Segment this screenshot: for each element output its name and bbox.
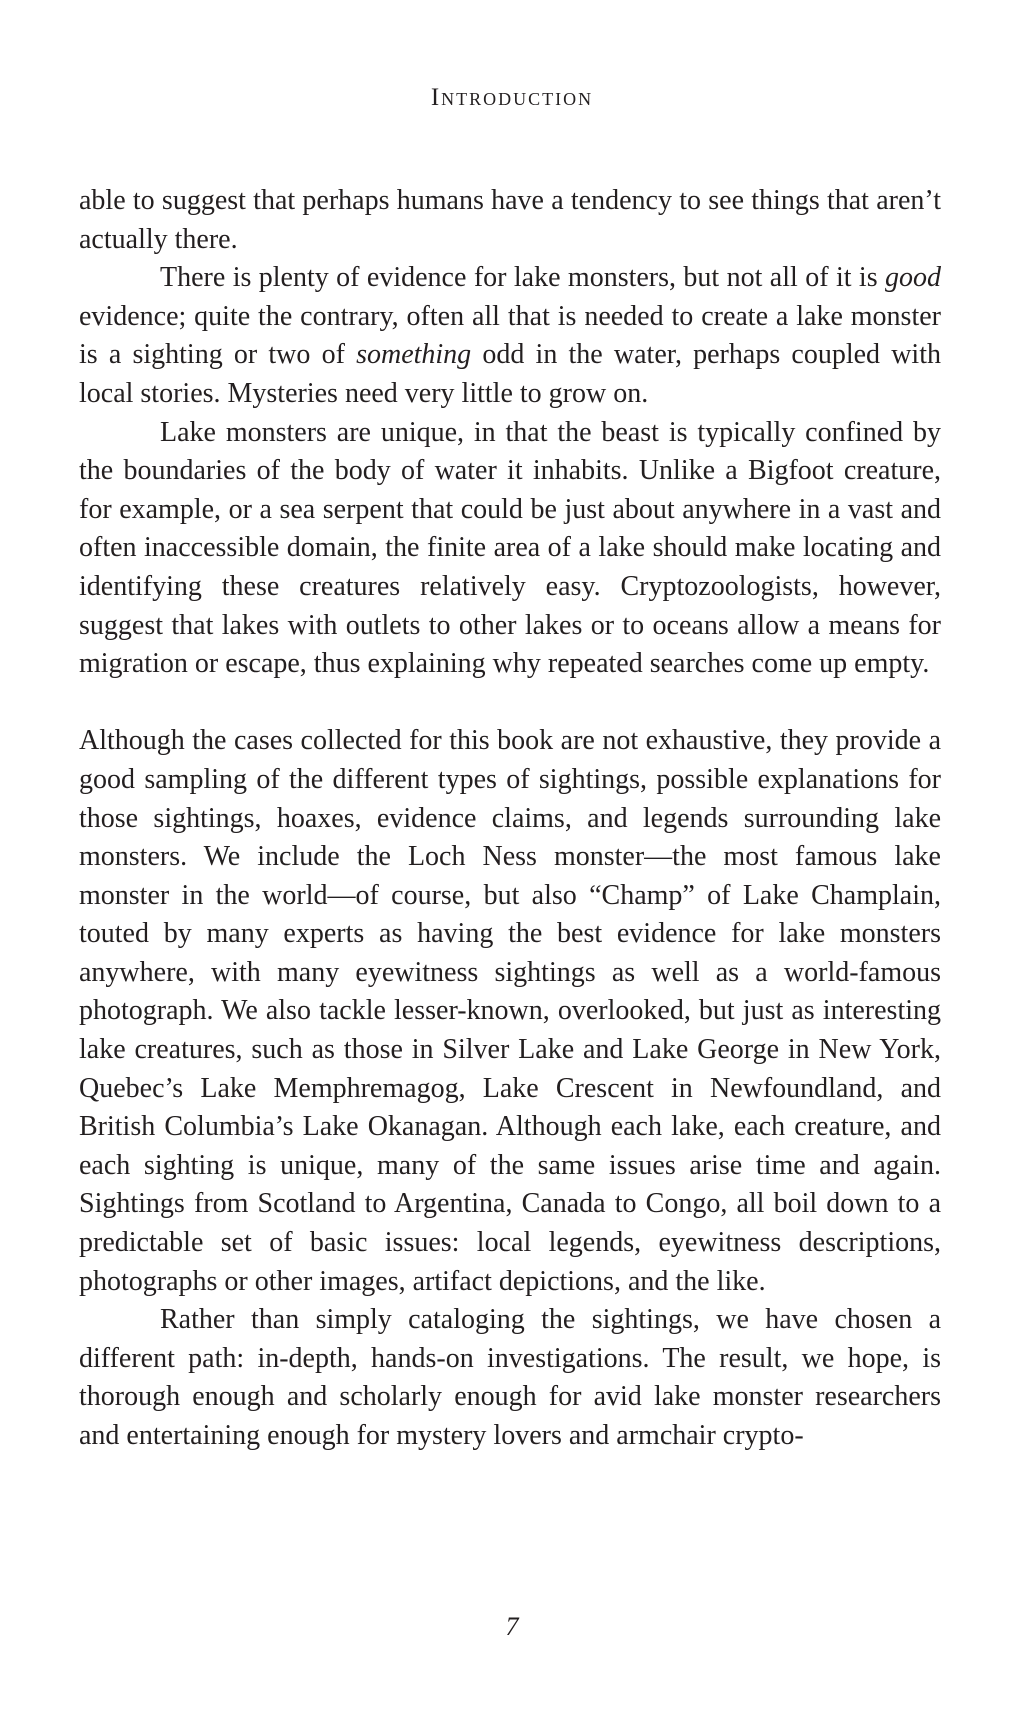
page-number: 7 <box>505 1612 519 1641</box>
paragraph-unique: Lake monsters are unique, in that the beast is typically confined by the boundaries of the body of water it inhabits. Unlike a Bigfoot creature, for example, or a sea serpent that could be just about anywhere in a vast and often inaccessible domain, the finite area of a lake should make locating and identifying these creatures relatively easy. Cryptozoologists, however, suggest that lakes with outlets to other lakes or to oceans allow a means for migration or escape, thus explaining why repeated searches come up empty. <box>79 416 941 680</box>
body-text <box>79 182 941 1456</box>
text-run: odd in the water, perhaps coupled with local stories. Mysteries need very little to grow on. <box>79 339 941 409</box>
running-head: Introduction <box>430 84 594 111</box>
emphasis-something: something <box>356 339 472 371</box>
emphasis-good: good <box>885 262 941 294</box>
paragraph-continuation: able to suggest that perhaps humans have a tendency to see things that aren’t actually there. <box>79 185 941 255</box>
text-run: There is plenty of evidence for lake monsters, but not all of it is <box>160 262 885 294</box>
text-run: evidence; quite the contrary, often all that is needed to create a lake monster is a sighting or two of <box>79 300 941 371</box>
paragraph-cases: Although the cases collected for this book are not exhaustive, they provide a good sampling of the different types of sightings, possible explanations for those sightings, hoaxes, evidence claims, and legends surrounding lake monsters. We include the Loch Ness monster—the most famous lake monster in the world—of course, but also “Champ” of Lake Champlain, touted by many experts as having the best evidence for lake monsters anywhere, with many eyewitness sightings as well as a world-famous photograph. We also tackle lesser-known, overlooked, but just as interesting lake creatures, such as those in Silver Lake and Lake George in New York, Quebec’s Lake Memphremagog, Lake Crescent in Newfoundland, and British Columbia’s Lake Okanagan. Although each lake, each creature, and each sighting is unique, many of the same issues arise time and again. Sightings from Scotland to Argentina, Canada to Congo, all boil down to a predictable set of basic issues: local legends, eyewitness descriptions, photographs or other images, artifact depictions, and the like. <box>79 725 941 1297</box>
paragraph-approach: Rather than simply cataloging the sightings, we have chosen a different path: in-depth, hands-on investigations. The result, we hope, is thorough enough and scholarly enough for avid lake monster researchers and entertaining enough for mystery lovers and armchair crypto- <box>79 1304 941 1451</box>
paragraph-evidence <box>79 259 941 413</box>
